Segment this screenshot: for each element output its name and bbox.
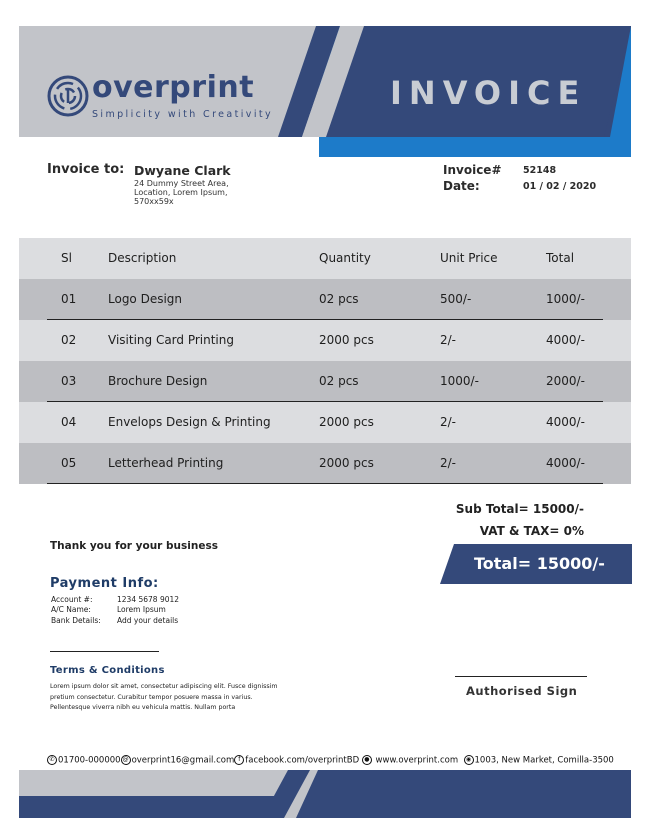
- vat-tax: VAT & TAX= 0%: [479, 524, 584, 538]
- cell-total: 1000/-: [546, 292, 585, 306]
- account-value: 1234 5678 9012: [117, 595, 180, 604]
- table-row: [19, 443, 631, 484]
- signature-label: Authorised Sign: [466, 684, 578, 698]
- cell-description: Letterhead Printing: [108, 456, 224, 470]
- bank-details-value: Add your details: [117, 616, 179, 625]
- header-total: Total: [546, 251, 575, 265]
- document-title: INVOICE: [390, 74, 587, 112]
- cell-si: 03: [61, 374, 77, 388]
- client-address-line1: 24 Dummy Street Area,: [134, 179, 229, 188]
- email-icon: @: [122, 756, 129, 763]
- cell-quantity: 02 pcs: [319, 292, 359, 306]
- cell-quantity: 2000 pcs: [319, 415, 374, 429]
- grand-total: Total= 15000/-: [474, 554, 605, 573]
- date-value: 01 / 02 / 2020: [523, 181, 597, 192]
- contact-bar: [47, 755, 614, 766]
- cell-unit-price: 1000/-: [440, 374, 479, 388]
- cell-description: Brochure Design: [108, 374, 208, 388]
- thank-you-note: Thank you for your business: [50, 540, 218, 552]
- cell-si: 05: [61, 456, 77, 470]
- contact-email: overprint16@gmail.com: [131, 755, 235, 766]
- cell-si: 04: [61, 415, 77, 429]
- terms-title: Terms & Conditions: [50, 665, 165, 676]
- header-si: Sl: [61, 251, 72, 265]
- phone-icon: ✆: [47, 755, 57, 765]
- contact-website: www.overprint.com: [375, 755, 459, 766]
- cell-unit-price: 2/-: [440, 415, 457, 429]
- subtotal: Sub Total= 15000/-: [455, 502, 584, 516]
- contact-phone: 01700-000000: [58, 755, 121, 766]
- cell-quantity: 2000 pcs: [319, 456, 374, 470]
- invoice-table: [19, 238, 631, 484]
- cell-unit-price: 2/-: [440, 456, 457, 470]
- cell-description: Envelops Design & Printing: [108, 415, 271, 429]
- contact-address: 1003, New Market, Comilla-3500: [474, 755, 614, 766]
- footer-band: [0, 770, 654, 836]
- client-address-line2: Location, Lorem Ipsum,: [134, 188, 228, 197]
- table-row: [19, 361, 631, 402]
- signature-line: [455, 676, 587, 677]
- terms-body: Lorem ipsum dolor sit amet, consectetur adipiscing elit. Fusce dignissim pretium consectetur. Curabitur tempor posuere massa in varius. Pellentesque viverra nibh eu vehicula mattis. Nullam porta: [50, 683, 278, 711]
- cell-unit-price: 500/-: [440, 292, 472, 306]
- client-address-line3: 570xx59x: [134, 197, 174, 206]
- location-icon: ◉: [464, 755, 474, 765]
- cell-si: 02: [61, 333, 77, 347]
- cell-total: 4000/-: [546, 333, 585, 347]
- divider: [50, 651, 159, 652]
- header-description: Description: [108, 251, 177, 265]
- invoice-number-value: 52148: [523, 165, 557, 176]
- date-label: Date:: [443, 179, 480, 193]
- cell-total: 4000/-: [546, 415, 585, 429]
- account-label: Account #:: [51, 595, 93, 604]
- facebook-icon: f: [234, 755, 244, 765]
- brand-tagline: Simplicity with Creativity: [92, 109, 274, 120]
- logo-mark-icon: [47, 75, 89, 117]
- cell-total: 4000/-: [546, 456, 585, 470]
- payment-info-title: Payment Info:: [50, 576, 159, 591]
- table-header-row: [19, 238, 631, 279]
- contact-facebook: facebook.com/overprintBD: [245, 755, 360, 766]
- invoice-to-label: Invoice to:: [47, 162, 125, 177]
- cell-quantity: 2000 pcs: [319, 333, 374, 347]
- header-unit-price: Unit Price: [440, 251, 498, 265]
- cell-total: 2000/-: [546, 374, 585, 388]
- invoice-number-label: Invoice#: [443, 163, 502, 177]
- row-divider: [47, 483, 603, 484]
- brand-name: overprint: [92, 70, 255, 105]
- table-row: [19, 402, 631, 443]
- header-quantity: Quantity: [319, 251, 371, 265]
- cell-unit-price: 2/-: [440, 333, 457, 347]
- table-row: [19, 279, 631, 320]
- ac-name-value: Lorem Ipsum: [117, 605, 166, 614]
- table-row: [19, 320, 631, 361]
- bank-details-label: Bank Details:: [51, 616, 101, 625]
- cell-si: 01: [61, 292, 77, 306]
- ac-name-label: A/C Name:: [51, 605, 91, 614]
- client-name: Dwyane Clark: [134, 163, 231, 178]
- cell-description: Visiting Card Printing: [108, 333, 234, 347]
- cell-quantity: 02 pcs: [319, 374, 359, 388]
- globe-icon: ●: [362, 755, 372, 765]
- cell-description: Logo Design: [108, 292, 183, 306]
